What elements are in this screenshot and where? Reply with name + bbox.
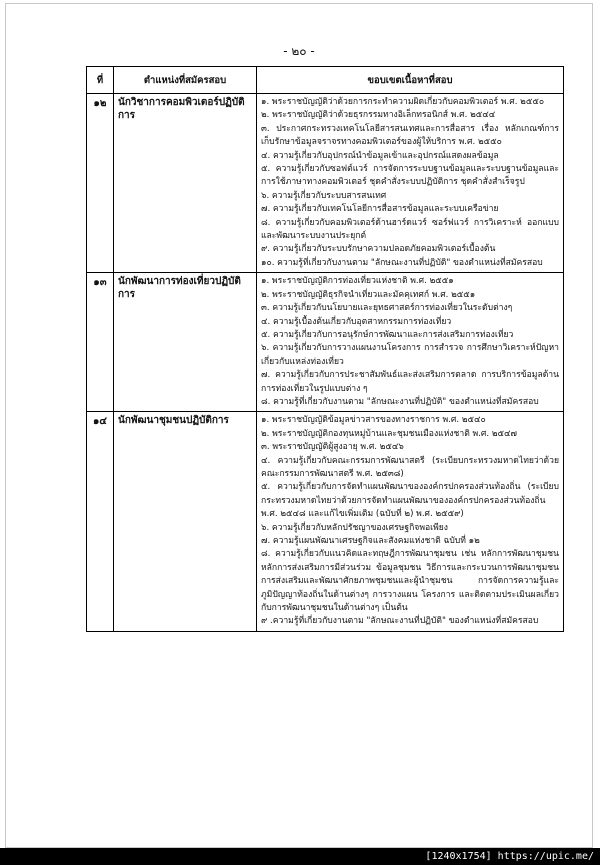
- scope-item: ๘. ความรู้เกี่ยวกับแนวคิดและทฤษฎีการพัฒนาชุมชน เช่น หลักการพัฒนาชุมชน หลักการส่งเสริมการมีส่วนร่วม ข้อมูลชุมชน วิธีการและกระบวนการพัฒนาชุมชน การส่งเสริมและพัฒนาศักยภาพชุมชนและผู้นำชุมชน การจัดการความรู้และภูมิปัญญาท้องถิ่นในด้านต่างๆ การวางแผน โครงการ และติดตามประเมินผลเกี่ยวกับการพัฒนาชุมชนในด้านต่างๆ เป็นต้น: [261, 549, 559, 614]
- scope-item: ๘. ความรู้เกี่ยวกับคอมพิวเตอร์ด้านฮาร์ดแวร์ ซอร์ฟแวร์ การวิเคราะห์ ออกแบบ และพัฒนาระบบงานประยุกต์: [261, 217, 559, 242]
- scope-item: ๑๐. ความรู้ที่เกี่ยวกับงานตาม "ลักษณะงานที่ปฏิบัติ" ของตำแหน่งที่สมัครสอบ: [261, 257, 543, 268]
- row-number: ๑๓: [87, 273, 114, 412]
- document-page: [5, 3, 593, 848]
- scope-cell: [257, 273, 564, 412]
- scope-item: ๙ .ความรู้ที่เกี่ยวกับงานตาม "ลักษณะงานที่ปฏิบัติ" ของตำแหน่งที่สมัครสอบ: [261, 616, 539, 627]
- scope-item: ๒. พระราชบัญญัติว่าด้วยธุรกรรมทางอิเล็กทรอนิกส์ พ.ศ. ๒๕๔๔: [261, 110, 496, 121]
- scope-cell: [257, 412, 564, 632]
- scope-item: ๕. ความรู้เกี่ยวกับซอฟต์แวร์ การจัดการระบบฐานข้อมูลและระบบฐานข้อมูลและการใช้ภาษาทางคอมพิวเตอร์ ชุดคำสั่งระบบปฏิบัติการ ชุดคำสั่งสำเร็จรูป: [261, 164, 559, 188]
- position-name: นักพัฒนาชุมชนปฏิบัติการ: [114, 412, 257, 632]
- image-host-footer: [1240x1754] https://upic.me/: [0, 848, 600, 865]
- position-name: นักพัฒนาการท่องเที่ยวปฏิบัติการ: [114, 273, 257, 412]
- row-number: ๑๔: [87, 412, 114, 632]
- scope-item: ๖. ความรู้เกี่ยวกับหลักปรัชญาของเศรษฐกิจพอเพียง: [261, 522, 448, 533]
- table-row: [87, 94, 564, 273]
- scope-item: ๕. ความรู้เกี่ยวกับการอนุรักษ์การพัฒนาและการส่งเสริมการท่องเที่ยว: [261, 329, 514, 340]
- scope-item: ๒. พระราชบัญญัติธุรกิจนำเที่ยวและมัคคุเทศก์ พ.ศ. ๒๕๕๑: [261, 289, 476, 300]
- scope-item: ๖. ความรู้เกี่ยวกับการวางแผนงานโครงการ การสำรวจ การศึกษาวิเคราะห์ปัญหาเกี่ยวกับแหล่งท่องเที่ยว: [261, 343, 559, 367]
- scope-item: ๔. ความรู้เกี่ยวกับคณะกรรมการพัฒนาสตรี (ระเบียบกระทรวงมหาดไทยว่าด้วยคณะกรรมการพัฒนาสตรี พ.ศ. ๒๕๓๘): [261, 455, 559, 479]
- scope-item: ๓. ความรู้เกี่ยวกับนโยบายและยุทธศาสตร์การท่องเที่ยวในระดับต่างๆ: [261, 303, 513, 314]
- scope-item: ๑. พระราชบัญญัติข้อมูลข่าวสารของทางราชการ พ.ศ. ๒๕๔๐: [261, 415, 486, 426]
- scope-item: ๘. ความรู้ที่เกี่ยวกับงานตาม "ลักษณะงานที่ปฏิบัติ" ของตำแหน่งที่สมัครสอบ: [261, 396, 539, 407]
- header-scope: ขอบเขตเนื้อหาที่สอบ: [257, 67, 564, 94]
- row-number: ๑๒: [87, 94, 114, 273]
- scope-item: ๕. ความรู้เกี่ยวกับการจัดทำแผนพัฒนาขององค์กรปกครองส่วนท้องถิ่น (ระเบียบกระทรวงมหาดไทยว่าด้วยการจัดทำแผนพัฒนาขององค์กรปกครองส่วนท้องถิ่น พ.ศ. ๒๕๔๘ และแก้ไขเพิ่มเติม (ฉบับที่ ๒) พ.ศ. ๒๕๕๙): [261, 482, 559, 520]
- scope-item: ๔. ความรู้เบื้องต้นเกี่ยวกับอุตสาหกรรมการท่องเที่ยว: [261, 316, 452, 327]
- scope-item: ๑. พระราชบัญญัติว่าด้วยการกระทำความผิดเกี่ยวกับคอมพิวเตอร์ พ.ศ. ๒๕๕๐: [261, 97, 545, 107]
- table-row: [87, 273, 564, 412]
- scope-item: ๖. ความรู้เกี่ยวกับระบบสารสนเทศ: [261, 190, 387, 201]
- scope-item: ๒. พระราชบัญญัติกองทุนหมู่บ้านและชุมชนเมืองแห่งชาติ พ.ศ. ๒๕๔๗: [261, 428, 517, 439]
- scope-item: ๗. ความรู้เกี่ยวกับเทคโนโลยีการสื่อสารข้อมูลและระบบเครือข่าย: [261, 204, 499, 215]
- scope-item: ๔. ความรู้เกี่ยวกับอุปกรณ์นำข้อมูลเข้าและอุปกรณ์แสดงผลข้อมูล: [261, 150, 499, 161]
- header-position: ตำแหน่งที่สมัครสอบ: [114, 67, 257, 94]
- scope-cell: [257, 94, 564, 273]
- header-no: ที่: [87, 67, 114, 94]
- position-name: นักวิชาการคอมพิวเตอร์ปฏิบัติการ: [114, 94, 257, 273]
- scope-item: ๓. ประกาศกระทรวงเทคโนโลยีสารสนเทศและการสื่อสาร เรื่อง หลักเกณฑ์การเก็บรักษาข้อมูลจราจรทางคอมพิวเตอร์ของผู้ให้บริการ พ.ศ. ๒๕๕๐: [261, 123, 559, 148]
- page-number: - ๒๐ -: [283, 44, 315, 58]
- scope-item: ๓. พระราชบัญญัติผู้สูงอายุ พ.ศ. ๒๕๔๖: [261, 442, 404, 453]
- table-header-row: [87, 67, 564, 94]
- table-row: [87, 412, 564, 632]
- scope-item: ๗. ความรู้เกี่ยวกับการประชาสัมพันธ์และส่งเสริมการตลาด การบริการข้อมูลด้านการท่องเที่ยวในรูปแบบต่าง ๆ: [261, 370, 559, 394]
- scope-item: ๑. พระราชบัญญัติการท่องเที่ยวแห่งชาติ พ.ศ. ๒๕๕๑: [261, 276, 454, 287]
- exam-scope-table: [86, 66, 564, 632]
- scope-item: ๙. ความรู้เกี่ยวกับระบบรักษาความปลอดภัยคอมพิวเตอร์เบื้องต้น: [261, 244, 496, 255]
- scope-item: ๗. ความรู้แผนพัฒนาเศรษฐกิจและสังคมแห่งชาติ ฉบับที่ ๑๒: [261, 536, 480, 546]
